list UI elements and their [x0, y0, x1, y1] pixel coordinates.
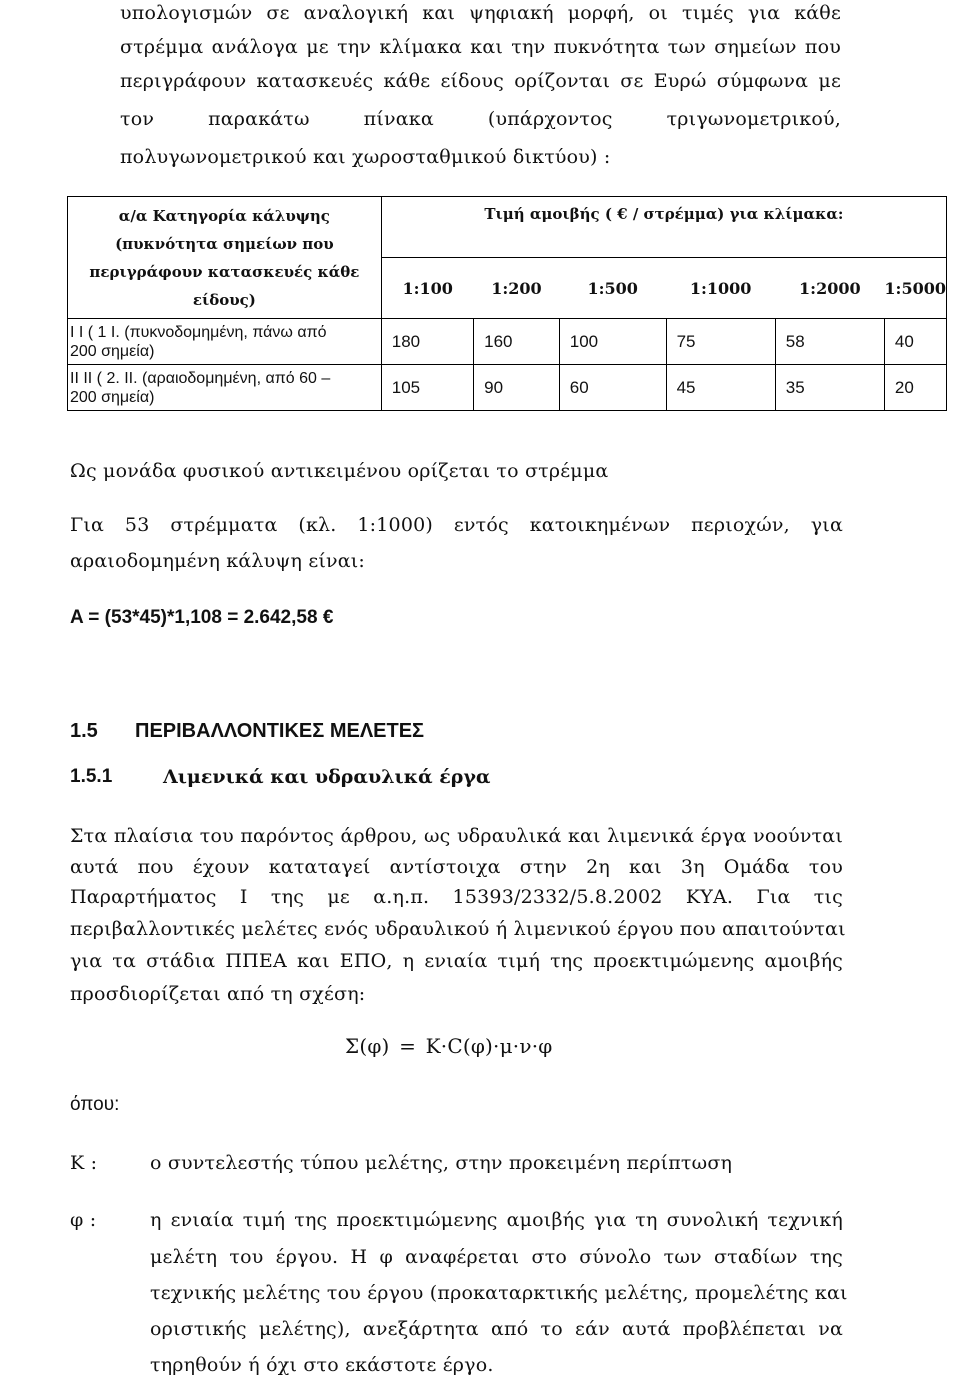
- table-row: [68, 319, 947, 365]
- body-line-3: Παραρτήματος I της με α.η.π. 15393/2332/5.8.2002 ΚΥΑ. Για τις: [70, 886, 843, 908]
- scale-header: 1:5000: [884, 258, 946, 319]
- intro-line-3: περιγράφουν κατασκευές κάθε είδους ορίζονται σε Ευρώ σύμφωνα με: [120, 70, 841, 92]
- def-k-text: ο συντελεστής τύπου μελέτης, στην προκειμένη περίπτωση: [150, 1152, 733, 1174]
- example-line-1: Για 53 στρέμματα (κλ. 1:1000) εντός κατοικημένων περιοχών, για: [70, 514, 843, 536]
- intro-line-4: τον παρακάτω πίνακα (υπάρχοντος τριγωνομετρικού,: [120, 108, 841, 130]
- scale-header: 1:1000: [666, 258, 775, 319]
- def-phi-line-5: τηρηθούν ή όχι στο εκάστοτε έργο.: [150, 1354, 494, 1376]
- unit-note: Ως μονάδα φυσικού αντικειμένου ορίζεται το στρέμμα: [70, 460, 609, 482]
- table-cell: 20: [884, 365, 946, 411]
- table-cell: 100: [559, 319, 666, 365]
- scale-header: 1:500: [559, 258, 666, 319]
- body-line-5: για τα στάδια ΠΠΕΑ και ΕΠΟ, η ενιαία τιμή της προεκτιμώμενης αμοιβής: [70, 950, 843, 972]
- scale-header: 1:200: [474, 258, 560, 319]
- def-phi-line-1: η ενιαία τιμή της προεκτιμώμενης αμοιβής για τη συνολική τεχνική: [150, 1209, 843, 1231]
- table-cell: 180: [381, 319, 473, 365]
- table-cell: 90: [474, 365, 560, 411]
- def-phi-line-3: τεχνικής μελέτης του έργου (προκαταρκτικής μελέτης, προμελέτης και: [150, 1282, 848, 1304]
- where-label: όπου:: [70, 1094, 120, 1115]
- scale-header: 1:100: [381, 258, 473, 319]
- table-row: [68, 365, 947, 411]
- def-symbol-phi: φ :: [70, 1209, 97, 1231]
- intro-line-5: πολυγωνομετρικού και χωροσταθμικού δικτύου) :: [120, 146, 611, 168]
- example-formula: A = (53*45)*1,108 = 2.642,58 €: [70, 607, 334, 628]
- subsection-title: Λιμενικά και υδραυλικά έργα: [163, 766, 491, 788]
- row-category: I I ( 1 I. (πυκνοδομημένη, πάνω από 200 σημεία): [68, 319, 382, 365]
- table-cell: 58: [775, 319, 884, 365]
- body-line-4: περιβαλλοντικές μελέτες ενός υδραυλικού ή λιμενικού έργου που απαιτούνται: [70, 918, 846, 940]
- row-category: II II ( 2. II. (αραιοδομημένη, από 60 – 200 σημεία): [68, 365, 382, 411]
- section-number: 1.5: [70, 720, 98, 742]
- intro-line-1: υπολογισμών σε αναλογική και ψηφιακή μορφή, οι τιμές για κάθε: [120, 2, 841, 24]
- def-phi-line-2: μελέτη του έργου. Η φ αναφέρεται στο σύνολο των σταδίων της: [150, 1246, 843, 1268]
- table-cell: 75: [666, 319, 775, 365]
- fee-table: [67, 196, 947, 411]
- def-symbol-k: K :: [70, 1152, 98, 1174]
- section-title: ΠΕΡΙΒΑΛΛΟΝΤΙΚΕΣ ΜΕΛΕΤΕΣ: [135, 720, 425, 742]
- subsection-number: 1.5.1: [70, 766, 113, 787]
- body-line-6: προσδιορίζεται από τη σχέση:: [70, 983, 366, 1005]
- table-cell: 40: [884, 319, 946, 365]
- table-cell: 160: [474, 319, 560, 365]
- equation: Σ(φ) = K·C(φ)·μ·ν·φ: [345, 1034, 553, 1058]
- table-cell: 60: [559, 365, 666, 411]
- table-cell: 45: [666, 365, 775, 411]
- intro-line-2: στρέμμα ανάλογα με την κλίμακα και την πυκνότητα των σημείων που: [120, 36, 841, 58]
- body-line-1: Στα πλαίσια του παρόντος άρθρου, ως υδραυλικά και λιμενικά έργα νοούνται: [70, 825, 843, 847]
- example-line-2: αραιοδομημένη κάλυψη είναι:: [70, 550, 366, 572]
- table-cell: 35: [775, 365, 884, 411]
- body-line-2: αυτά που έχουν καταταγεί αντίστοιχα στην 2η και 3η Ομάδα του: [70, 856, 843, 878]
- table-header-category: α/α Κατηγορία κάλυψης (πυκνότητα σημείων που περιγράφουν κατασκευές κάθε είδους): [68, 197, 382, 319]
- table-cell: 105: [381, 365, 473, 411]
- table-header-price: Τιμή αμοιβής ( € / στρέμμα) για κλίμακα:: [381, 197, 946, 258]
- scale-header: 1:2000: [775, 258, 884, 319]
- def-phi-line-4: οριστικής μελέτης), ανεξάρτητα από το εάν αυτά προβλέπεται να: [150, 1318, 843, 1340]
